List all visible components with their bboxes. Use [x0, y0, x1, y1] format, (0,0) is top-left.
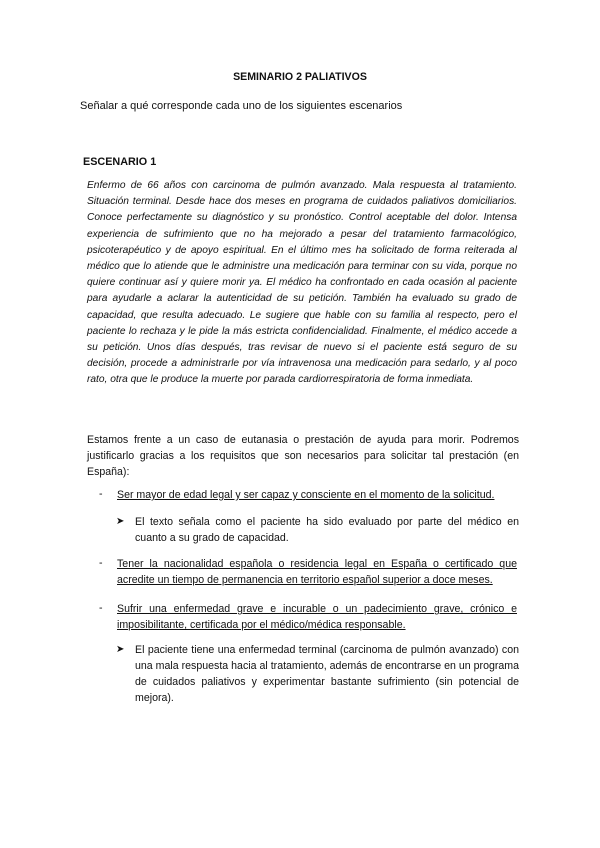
- arrow-bullet-icon: ➤: [116, 516, 125, 527]
- answer-intro: Estamos frente a un caso de eutanasia o prestación de ayuda para morir. Podremos justificarlo gracias a los requisitos que son necesarios para solicitar tal prestación (en España):: [87, 434, 519, 478]
- requirement-item: Ser mayor de edad legal y ser capaz y consciente en el momento de la solicitud.: [117, 489, 495, 501]
- scenario-text: Enfermo de 66 años con carcinoma de pulmón avanzado. Mala respuesta al tratamiento. Situación terminal. Desde hace dos meses en programa de cuidados paliativos domiciliarios. Conoce perfectamente su diagnóstico y su pronóstico. Control aceptable del dolor. Intensa experiencia de sufrimiento que no ha mejorado a pesar del tratamiento farmacológico, psicoterapéutico y de apoyo espiritual. En el último mes ha solicitado de forma reiterada al médico que lo atiende que le administre una medicación para terminar con su vida, porque no quiere continuar así y quiere morir ya. El médico ha confrontado en cada ocasión al paciente para ayudarle a aclarar la autenticidad de su petición. También ha evaluado su grado de capacidad, que resulta adecuado. Le sugiere que hable con su familia al respecto, pero el paciente lo rechaza y le pide la más estricta confidencialidad. Finalmente, el médico accede a su petición. Unos días después, tras revisar de nuevo si el paciente está seguro de su decisión, procede a administrarle por vía intravenosa una medicación para sedarlo, y al poco rato, otra que le produce la muerte por parada cardiorrespiratoria de forma inmediata.: [87, 180, 517, 386]
- requirement-note: El paciente tiene una enfermedad terminal (carcinoma de pulmón avanzado) con una mala respuesta hacia al tratamiento, además de encontrarse en un programa de cuidados paliativos y experimentar bastante sufrimiento (sin potencial de mejora).: [135, 644, 519, 704]
- requirement-note: El texto señala como el paciente ha sido evaluado por parte del médico en cuanto a su grado de capacidad.: [135, 516, 519, 544]
- page-subtitle: Señalar a qué corresponde cada uno de los siguientes escenarios: [80, 100, 403, 112]
- arrow-bullet-icon: ➤: [116, 644, 125, 655]
- dash-bullet-icon: -: [99, 488, 103, 500]
- requirement-item: Sufrir una enfermedad grave e incurable o un padecimiento grave, crónico e imposibilitante, certificada por el médico/médica responsable.: [117, 603, 517, 631]
- scenario-heading: ESCENARIO 1: [83, 156, 157, 168]
- dash-bullet-icon: -: [99, 602, 103, 614]
- dash-bullet-icon: -: [99, 557, 103, 569]
- page-title: SEMINARIO 2 PALIATIVOS: [233, 71, 367, 83]
- requirement-item: Tener la nacionalidad española o residencia legal en España o certificado que acredite un tiempo de permanencia en territorio español superior a doce meses.: [117, 558, 517, 586]
